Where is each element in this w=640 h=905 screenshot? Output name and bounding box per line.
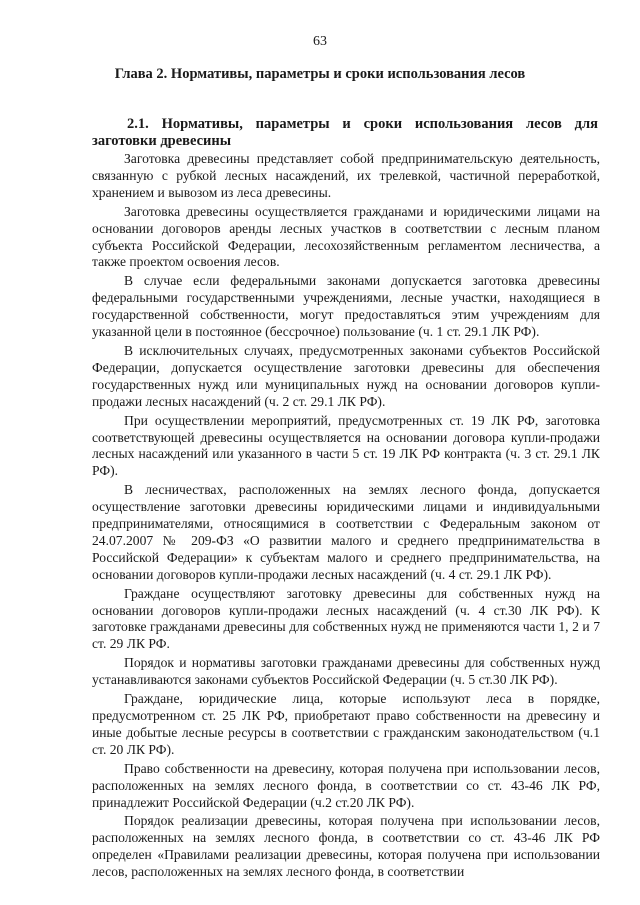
paragraph: В лесничествах, расположенных на землях лесного фонда, допускается осуществление заготовки древесины юридическими лицами и индивидуальными предпринимателями, относящимися в соответствии с Федеральным законом от 24.07.2007 № 209-ФЗ «О развитии малого и среднего предпринимательства в Российской Федерации» к субъектам малого и среднего предпринимательства, на основании договоров купли-продажи лесных насаждений (ч. 4 ст. 29.1 ЛК РФ). [92,482,600,582]
paragraph: Порядок реализации древесины, которая получена при использовании лесов, расположенных на землях лесного фонда, в соответствии со ст. 43-46 ЛК РФ определен «Правилами реализации древесины, которая получена при использовании лесов, расположенных на землях лесного фонда, в соответствии [92,813,600,880]
section-title: 2.1. Нормативы, параметры и сроки использования лесов для заготовки древесины [92,116,598,149]
paragraph: Заготовка древесины представляет собой предпринимательскую деятельность, связанную с рубкой лесных насаждений, их трелевкой, частичной переработкой, хранением и вывозом из леса древесины. [92,151,600,200]
paragraph: При осуществлении мероприятий, предусмотренных ст. 19 ЛК РФ, заготовка соответствующей древесины осуществляется на основании договора купли-продажи лесных насаждений или указанного в части 5 ст. 19 ЛК РФ контракта (ч. 3 ст. 29.1 ЛК РФ). [92,412,600,479]
paragraph: В случае если федеральными законами допускается заготовка древесины федеральными государственными учреждениями, лесные участки, находящиеся в государственной собственности, могут предоставляться этим учреждениям для указанной цели в постоянное (бессрочное) пользование (ч. 1 ст. 29.1 ЛК РФ). [92,273,600,340]
paragraph: Граждане, юридические лица, которые используют леса в порядке, предусмотренном ст. 25 ЛК РФ, приобретают право собственности на древесину и иные добытые лесные ресурсы в соответствии с гражданским законодательством (ч.1 ст. 20 ЛК РФ). [92,691,600,757]
paragraph: Порядок и нормативы заготовки гражданами древесины для собственных нужд устанавливаются законами субъектов Российской Федерации (ч. 5 ст.30 ЛК РФ). [92,655,600,688]
page-number: 63 [313,34,327,49]
body-text [92,151,600,881]
chapter-title: Глава 2. Нормативы, параметры и сроки использования лесов [114,66,526,82]
paragraph: Заготовка древесины осуществляется гражданами и юридическими лицами на основании договоров аренды лесных участков в соответствии с лесным планом субъекта Российской Федерации, лесохозяйственным регламентом лесничества, а также проектом освоения лесов. [92,203,600,270]
paragraph: Граждане осуществляют заготовку древесины для собственных нужд на основании договоров купли-продажи лесных насаждений (ч. 4 ст.30 ЛК РФ). К заготовке гражданами древесины для собственных нужд не применяются части 1, 2 и 7 ст. 29 ЛК РФ. [92,585,600,652]
paragraph: В исключительных случаях, предусмотренных законами субъектов Российской Федерации, допускается осуществление заготовки древесины для обеспечения государственных нужд или муниципальных нужд на основании договоров купли-продажи лесных насаждений (ч. 2 ст. 29.1 ЛК РФ). [92,342,600,409]
paragraph: Право собственности на древесину, которая получена при использовании лесов, расположенных на землях лесного фонда, в соответствии со ст. 43-46 ЛК РФ, принадлежит Российской Федерации (ч.2 ст.20 ЛК РФ). [92,760,600,810]
